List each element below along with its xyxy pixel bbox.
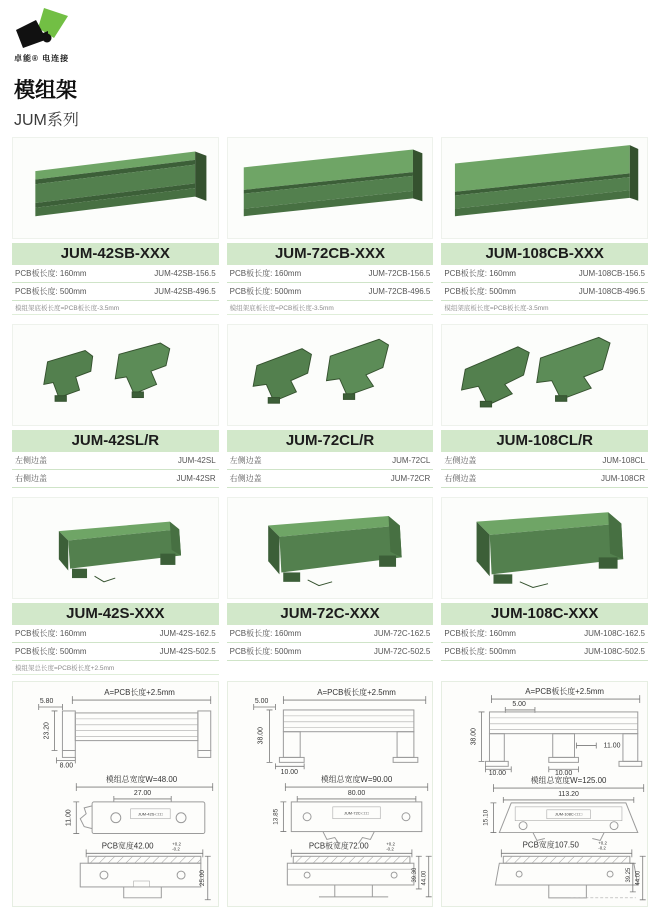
brand-logo-icon	[14, 8, 74, 52]
spec-code: JUM-42SR	[176, 474, 216, 483]
spec-label: PCB板长度: 160mm	[229, 629, 302, 638]
product-card-jum-108clr	[441, 324, 648, 488]
product-title: JUM-108C-XXX	[441, 603, 648, 625]
product-card-jum-72cb	[227, 137, 434, 315]
spec-row	[12, 283, 219, 301]
rail-profile-image	[232, 141, 428, 235]
dim-label: 27.00	[133, 789, 152, 797]
part-number-label: JUM-108C-□□□	[555, 811, 583, 817]
spec-row	[227, 470, 434, 488]
dim-label: 39.25	[626, 867, 633, 883]
dim-formula-label: A=PCB板长度+2.5mm	[525, 687, 605, 697]
dim-label: 38.00	[470, 728, 478, 746]
spec-row	[227, 643, 434, 661]
product-title: JUM-108CB-XXX	[441, 243, 648, 265]
spec-label: 右侧边盖	[15, 474, 47, 483]
module-rack-image	[17, 501, 213, 595]
spec-row	[441, 283, 648, 301]
dim-label: 15.10	[482, 809, 490, 826]
spec-row	[12, 265, 219, 283]
dim-label: 39.30	[411, 867, 418, 883]
spec-row	[441, 643, 648, 661]
drawing-panel-jum-72c	[227, 681, 434, 907]
dimension-drawing	[228, 682, 433, 906]
dim-formula-label: A=PCB长度+2.5mm	[104, 688, 175, 698]
spec-note: 模组架底板长度=PCB板长度-3.5mm	[12, 301, 219, 315]
spec-row	[441, 625, 648, 643]
product-card-jum-72c	[227, 497, 434, 675]
product-title: JUM-72C-XXX	[227, 603, 434, 625]
spec-code: JUM-108C-162.5	[584, 629, 645, 638]
product-card-jum-108cb	[441, 137, 648, 315]
spec-row	[12, 452, 219, 470]
dimension-drawing	[13, 682, 218, 906]
product-image	[441, 137, 648, 239]
tolerance-plus: +0.2	[172, 841, 181, 847]
spec-label: PCB板长度: 160mm	[15, 269, 87, 278]
product-image	[12, 137, 219, 239]
dimension-drawing	[442, 682, 647, 906]
spec-label: PCB板长度: 500mm	[229, 287, 302, 296]
spec-code: JUM-72CR	[390, 474, 431, 483]
page-title: 模组架	[14, 79, 77, 102]
spec-row	[227, 265, 434, 283]
spec-code: JUM-108CR	[600, 474, 645, 483]
spec-row	[227, 452, 434, 470]
brand-logo-text: 卓能® 电连接	[14, 54, 70, 63]
product-image	[227, 137, 434, 239]
tolerance-plus: +0.2	[385, 841, 395, 847]
spec-label: PCB板长度: 500mm	[15, 287, 87, 296]
rail-profile-image	[17, 141, 213, 235]
spec-row	[227, 283, 434, 301]
dim-width-label: 模组总宽度W=125.00	[530, 776, 607, 786]
dim-label: 23.20	[43, 722, 51, 740]
tolerance-plus: +0.2	[598, 840, 608, 846]
drawing-panel-jum-108c	[441, 681, 648, 907]
spec-label: PCB板长度: 160mm	[15, 629, 87, 638]
spec-row	[12, 470, 219, 488]
side-cover-image	[446, 328, 642, 422]
spec-code: JUM-72C-502.5	[373, 647, 431, 656]
part-number-label: JUM-42S-□□□	[137, 811, 163, 817]
dim-label: 25.00	[198, 870, 206, 887]
dim-width-label: 模组总宽度W=48.00	[105, 775, 178, 785]
dim-label: 10.00	[555, 770, 573, 778]
product-card-jum-72clr	[227, 324, 434, 488]
product-grid	[0, 130, 660, 675]
module-rack-image	[446, 501, 642, 595]
dim-label: 5.00	[512, 701, 527, 709]
product-title: JUM-72CB-XXX	[227, 243, 434, 265]
product-card-jum-42s	[12, 497, 219, 675]
dim-label: 11.00	[65, 809, 73, 827]
spec-label: PCB板长度: 500mm	[444, 287, 516, 296]
dim-label: 38.00	[257, 727, 265, 745]
product-card-jum-42sb	[12, 137, 219, 315]
spec-label: 右侧边盖	[229, 474, 262, 483]
spec-code: JUM-72C-162.5	[373, 629, 431, 638]
tolerance-minus: -0.2	[385, 846, 394, 852]
dim-width-label: 模组总宽度W=90.00	[320, 775, 392, 785]
product-title: JUM-72CL/R	[227, 430, 434, 452]
dim-pcb-width-label: PCB宽度107.50	[522, 840, 580, 850]
technical-drawings-row	[0, 675, 660, 907]
dim-formula-label: A=PCB板长度+2.5mm	[316, 688, 396, 698]
page-subtitle: JUM系列	[14, 112, 79, 129]
product-card-jum-42slr	[12, 324, 219, 488]
spec-label: PCB板长度: 160mm	[444, 269, 516, 278]
spec-code: JUM-42S-502.5	[159, 647, 216, 656]
product-image	[227, 497, 434, 599]
product-title: JUM-42S-XXX	[12, 603, 219, 625]
tolerance-minus: -0.2	[172, 846, 180, 852]
product-image	[12, 497, 219, 599]
dim-label: 10.00	[489, 770, 507, 778]
spec-code: JUM-42SB-496.5	[154, 287, 216, 296]
side-cover-image	[17, 328, 213, 422]
side-cover-image	[232, 328, 428, 422]
spec-row	[227, 625, 434, 643]
spec-row	[12, 643, 219, 661]
rail-profile-image	[446, 141, 642, 235]
spec-row	[441, 452, 648, 470]
dim-label: 10.00	[280, 769, 298, 777]
product-title: JUM-42SB-XXX	[12, 243, 219, 265]
spec-code: JUM-42SL	[177, 456, 216, 465]
spec-code: JUM-108CB-156.5	[578, 269, 645, 278]
spec-label: PCB板长度: 160mm	[444, 629, 516, 638]
spec-code: JUM-108CL	[602, 456, 645, 465]
spec-row	[12, 625, 219, 643]
spec-label: 左侧边盖	[444, 456, 477, 465]
spec-label: 左侧边盖	[15, 456, 47, 465]
product-card-jum-108c	[441, 497, 648, 675]
dim-label: 80.00	[347, 789, 365, 797]
spec-code: JUM-108CB-496.5	[578, 287, 645, 296]
product-image	[441, 324, 648, 426]
module-rack-image	[232, 501, 428, 595]
dim-label: 13.85	[272, 808, 280, 825]
spec-label: PCB板长度: 500mm	[229, 647, 302, 656]
dim-label: 11.00	[604, 742, 621, 750]
dim-pcb-width-label: PCB板宽度72.00	[308, 841, 369, 851]
spec-label: PCB板长度: 160mm	[229, 269, 302, 278]
spec-code: JUM-42SB-156.5	[154, 269, 216, 278]
product-title: JUM-108CL/R	[441, 430, 648, 452]
dim-label: 44.00	[421, 870, 428, 886]
dim-label: 5.80	[39, 698, 54, 706]
spec-label: PCB板长度: 500mm	[444, 647, 516, 656]
product-image	[441, 497, 648, 599]
dim-label: 8.00	[59, 762, 74, 770]
spec-note: 模组架底板长度=PCB板长度-3.5mm	[441, 301, 648, 315]
spec-row	[441, 265, 648, 283]
spec-label: 右侧边盖	[444, 474, 477, 483]
tolerance-minus: -0.2	[598, 845, 607, 851]
spec-code: JUM-72CB-496.5	[368, 287, 431, 296]
spec-code: JUM-42S-162.5	[159, 629, 216, 638]
spec-label: PCB板长度: 500mm	[15, 647, 87, 656]
spec-code: JUM-108C-502.5	[584, 647, 645, 656]
dim-label: 5.00	[254, 698, 269, 706]
spec-label: 左侧边盖	[229, 456, 262, 465]
spec-code: JUM-72CL	[392, 456, 431, 465]
dim-pcb-width-label: PCB宽度42.00	[101, 841, 154, 851]
dim-label: 113.20	[558, 790, 580, 798]
product-title: JUM-42SL/R	[12, 430, 219, 452]
product-image	[12, 324, 219, 426]
page-header	[0, 0, 660, 130]
spec-note: 模组架底板长度=PCB板长度-3.5mm	[227, 301, 434, 315]
spec-note: 模组架总长度=PCB板长度+2.5mm	[12, 661, 219, 675]
part-number-label: JUM-72C-□□□	[343, 810, 369, 816]
drawing-panel-jum-42s	[12, 681, 219, 907]
product-image	[227, 324, 434, 426]
dim-label: 44.00	[636, 870, 643, 886]
spec-row	[441, 470, 648, 488]
spec-code: JUM-72CB-156.5	[368, 269, 431, 278]
